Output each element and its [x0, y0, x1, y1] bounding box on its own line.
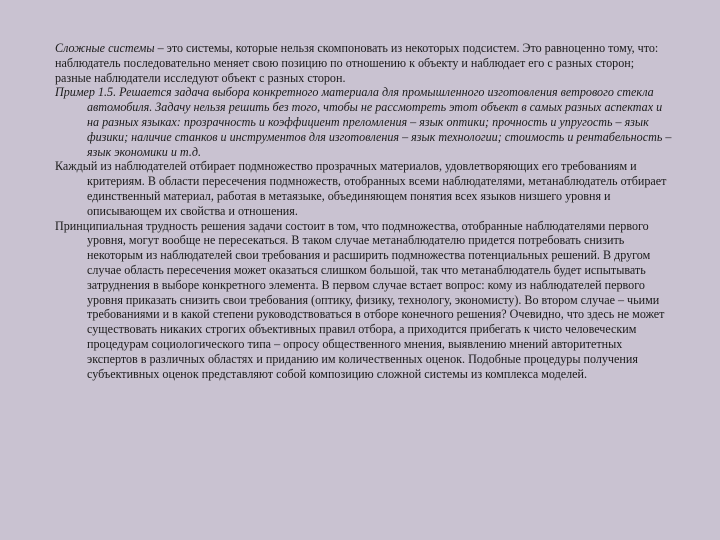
observers-paragraph: Каждый из наблюдателей отбирает подмножество прозрачных материалов, удовлетворяющих его требованиям и критериям. В области пересечения подмножеств, отобранных всеми наблюдателями, метанаблюдатель отбирает единственный материал, работая в метаязыке, объединяющем понятия всех языков низшего уровня и описывающем их свойства и отношения.: [55, 159, 667, 218]
definition-term: Сложные системы: [55, 41, 155, 55]
example-paragraph: Пример 1.5. Решается задача выбора конкретного материала для промышленного изготовления ветрового стекла автомобиля. Задачу нельзя решить без того, чтобы не рассмотреть этот объект в самых разных аспектах и на разных языках: прозрачность и коэффициент преломления – язык оптики; прочность и упругость – язык физики; наличие станков и инструментов для изготовления – язык технологии; стоимость и рентабельность – язык экономики и т.д.: [55, 85, 672, 159]
difficulty-paragraph: Принципиальная трудность решения задачи состоит в том, что подмножества, отобранные наблюдателями первого уровня, могут вообще не пересекаться. В таком случае метанаблюдателю придется потребовать снизить некоторым из наблюдателей свои требования и расширить подмножества потенциальных решений. В другом случае область пересечения может оказаться слишком большой, так что метанаблюдатель будет испытывать затруднения в выборе конкретного элемента. В первом случае встает вопрос: кому из наблюдателей первого уровня приказать снизить свои требования (оптику, физику, технологу, экономисту). Во втором случае – чьими требованиями и в какой степени руководствоваться в отборе конечного решения? Очевидно, что здесь не может существовать никаких строгих объективных правил отбора, а приходится прибегать к чисто человеческим процедурам социологического типа – опросу общественного мнения, выявлению мнений авторитетных экспертов в различных областях и приданию им количественных оценок. Подобные процедуры получения субъективных оценок представляют собой композицию сложной системы из комплекса моделей.: [55, 218, 665, 381]
definition-text: – это системы, которые нельзя скомпоновать из некоторых подсистем. Это равноценно тому, что:: [154, 41, 659, 55]
definition-paragraph: [55, 41, 676, 56]
point-1: наблюдатель последовательно меняет свою позицию по отношению к объекту и наблюдает его с разных сторон;: [55, 55, 635, 70]
point-2: разные наблюдатели исследуют объект с разных сторон.: [55, 70, 346, 85]
